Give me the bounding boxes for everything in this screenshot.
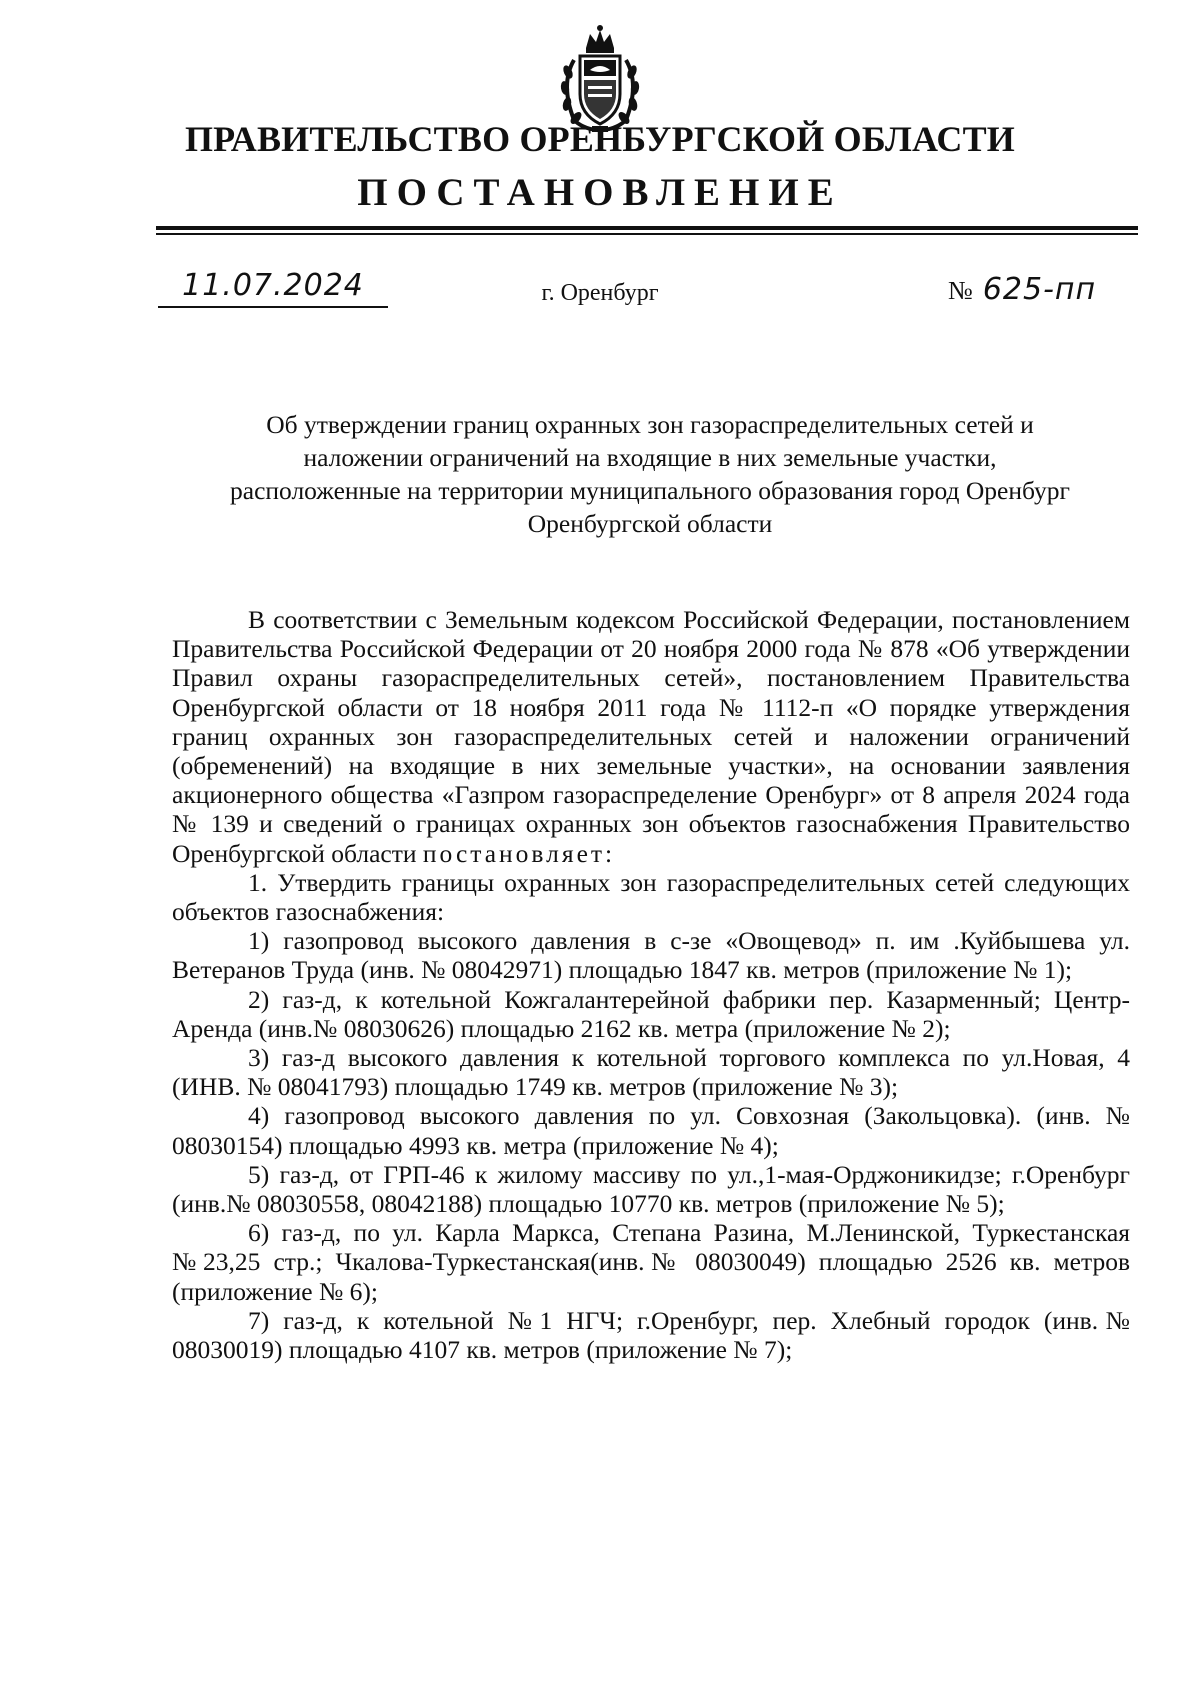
subitem-paragraph: 7) газ-д, к котельной №1 НГЧ; г.Оренбург, пер. Хлебный городок (инв.№ 08030019) площадью 4107 кв. метров (приложение № 7); <box>172 1305 1130 1365</box>
subitem-paragraph: 1) газопровод высокого давления в с-зе «Овощевод» п. им .Куйбышева ул. Ветеранов Труда (инв. № 08042971) площадью 1847 кв. метров (приложение № 1); <box>172 926 1130 985</box>
subitem-paragraph: 5) газ-д, от ГРП-46 к жилому массиву по ул.,1-мая-Орджоникидзе; г.Оренбург (инв.№ 08030558, 08042188) площадью 10770 кв. метров (приложение № 5); <box>172 1159 1130 1219</box>
document-subject <box>170 408 1130 540</box>
subitem-paragraph: 6) газ-д, по ул. Карла Маркса, Степана Разина, М.Ленинской, Туркестанская №23,25 стр.; Чкалова-Туркестанская(инв.№ 08030049) площадью 2526 кв. метров (приложение № 6); <box>172 1218 1130 1306</box>
subitem-paragraph: 2) газ-д, к котельной Кожгалантерейной фабрики пер. Казарменный; Центр-Аренда (инв.№ 08030626) площадью 2162 кв. метра (приложение № 2); <box>172 984 1130 1043</box>
document-type: ПОСТАНОВЛЕНИЕ <box>357 171 843 214</box>
document-number <box>948 272 1096 307</box>
document-body <box>172 605 1130 1364</box>
government-title: ПРАВИТЕЛЬСТВО ОРЕНБУРГСКОЙ ОБЛАСТИ <box>184 119 1016 159</box>
subject-line: Об утверждении границ охранных зон газораспределительных сетей и <box>266 410 1034 439</box>
document-date: 11.07.2024 <box>182 268 364 303</box>
number-prefix: № <box>948 276 973 305</box>
resolves-word: постановляет: <box>422 838 616 868</box>
subject-line: Оренбургской области <box>527 509 773 538</box>
header-divider-thin <box>156 233 1138 235</box>
subitem-paragraph: 3) газ-д высокого давления к котельной торгового комплекса по ул.Новая, 4 (ИНВ. № 08041793) площадью 1749 кв. метров (приложение № 3); <box>172 1043 1130 1102</box>
subject-line: расположенные на территории муниципального образования город Оренбург <box>230 476 1070 505</box>
subject-line: наложении ограничений на входящие в них земельные участки, <box>303 443 997 472</box>
number-value: 625-пп <box>982 272 1097 307</box>
preamble-text: В соответствии с Земельным кодексом Российской Федерации, постановлением Правительства Российской Федерации от 20 ноября 2000 года № 878 «Об утверждении Правил охраны газораспределительных сетей», постановлением Правительства Оренбургской области от 18 ноября 2011 года № 1112-п «О порядке утверждения границ охранных зон газораспределительных сетей и наложении ограничений (обременений) на входящие в них земельные участки», на основании заявления акционерного общества «Газпром газораспределение Оренбург» от 8 апреля 2024 года № 139 и сведений о границах охранных зон объектов газоснабжения Правительство Оренбургской области <box>172 605 1130 868</box>
item-1-paragraph: 1. Утвердить границы охранных зон газораспределительных сетей следующих объектов газоснабжения: <box>172 867 1130 927</box>
preamble-paragraph <box>172 605 1130 868</box>
document-city: г. Оренбург <box>541 280 659 306</box>
subitem-paragraph: 4) газопровод высокого давления по ул. Совхозная (Закольцовка). (инв. № 08030154) площадью 4993 кв. метра (приложение № 4); <box>172 1101 1130 1160</box>
header-divider <box>156 226 1138 230</box>
